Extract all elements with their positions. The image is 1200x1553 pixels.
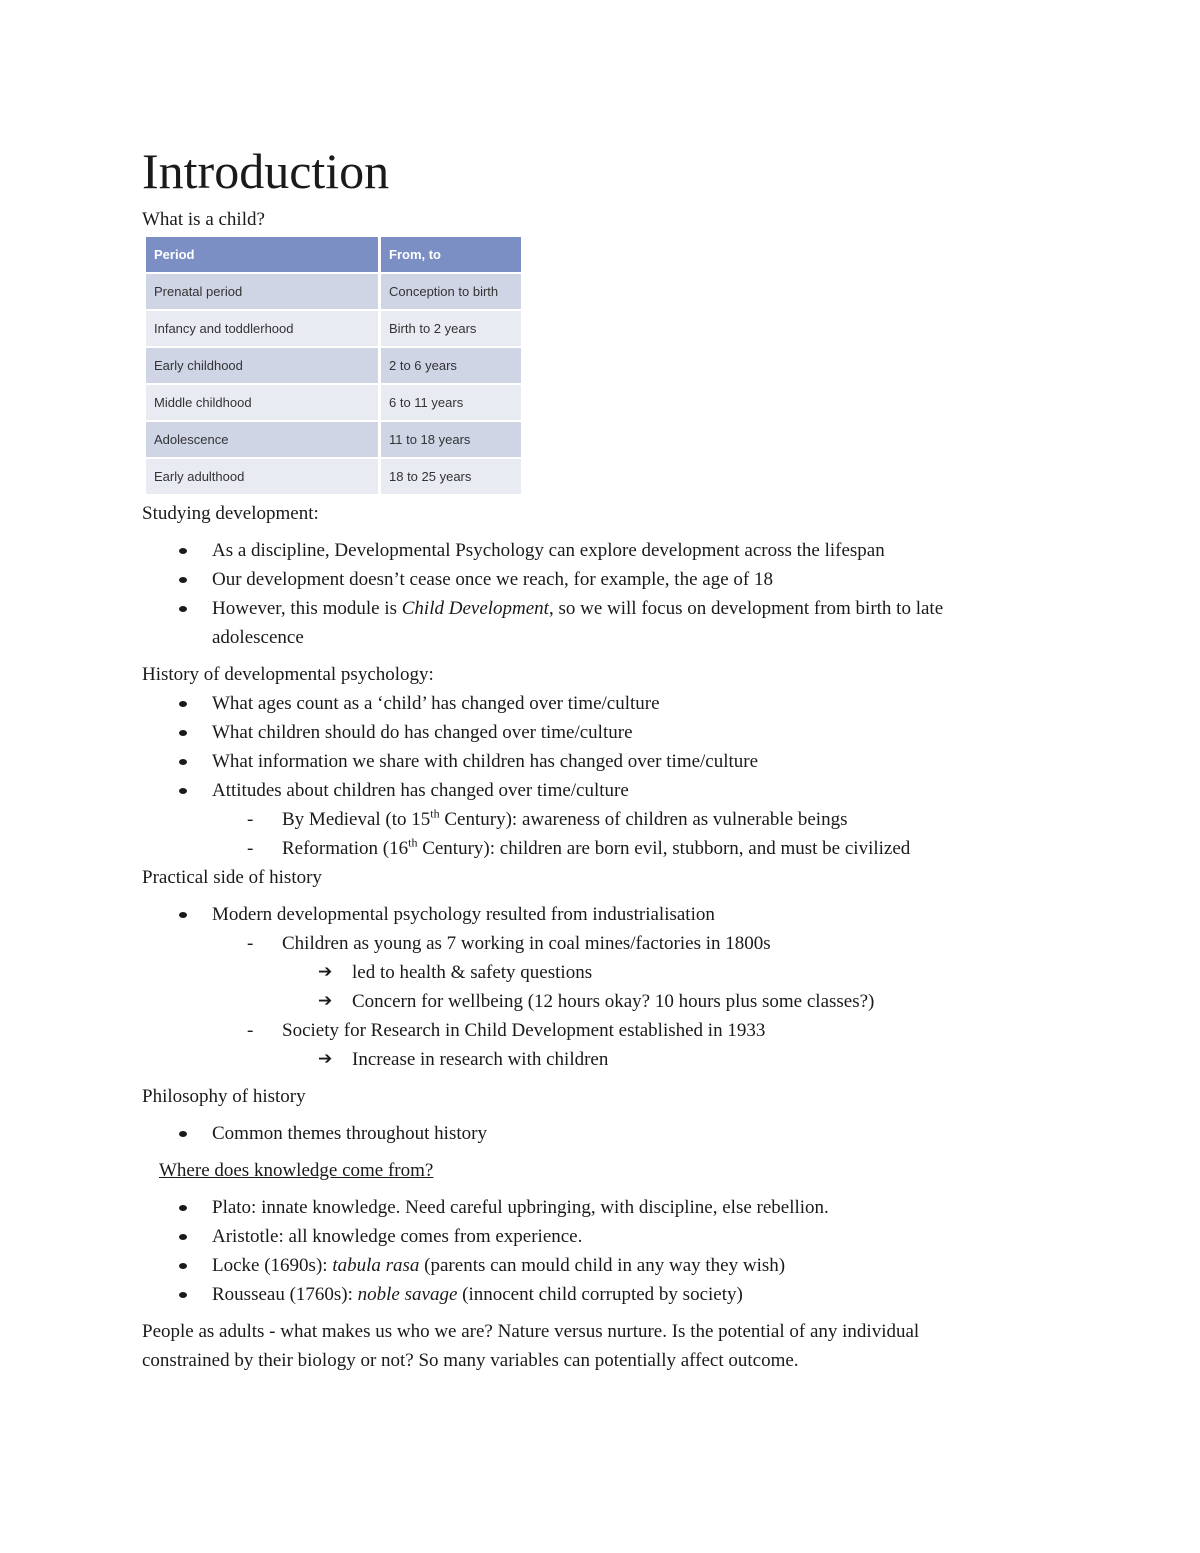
history-list — [142, 689, 1062, 863]
arrow-icon: ➔ — [318, 991, 333, 1011]
list-item — [142, 929, 1062, 958]
table-header-row — [146, 237, 521, 273]
table-row — [146, 310, 521, 347]
table-row — [146, 273, 521, 310]
list-item: As a discipline, Developmental Psychology can explore development across the lifespan — [142, 536, 1062, 565]
list-item — [142, 594, 1062, 652]
list-item: Our development doesn’t cease once we reach, for example, the age of 18 — [142, 565, 1062, 594]
list-item: What information we share with children has changed over time/culture — [142, 747, 1062, 776]
text-segment: led to health & safety questions — [352, 962, 593, 983]
list-item — [142, 1251, 1062, 1280]
cell-period: Middle childhood — [146, 384, 380, 421]
table-row — [146, 347, 521, 384]
dash-marker: - — [247, 933, 254, 954]
dash-marker: - — [247, 838, 254, 859]
cell-period: Adolescence — [146, 421, 380, 458]
superscript: th — [430, 806, 440, 821]
knowledge-subheading: Where does knowledge come from? — [159, 1160, 434, 1181]
text-segment: (innocent child corrupted by society) — [457, 1284, 743, 1305]
text-segment: Society for Research in Child Development established in 1933 — [282, 1020, 766, 1041]
header-period: Period — [146, 237, 380, 273]
philosophy-heading: Philosophy of history — [142, 1086, 306, 1107]
arrow-icon: ➔ — [318, 962, 333, 982]
text-segment: Rousseau (1760s): — [212, 1284, 358, 1305]
page-title: Introduction — [142, 143, 390, 199]
history-heading: History of developmental psychology: — [142, 664, 434, 685]
cell-period: Early adulthood — [146, 458, 380, 495]
text-segment: constrained by their biology or not? So many variables can potentially affect outcome. — [142, 1350, 799, 1371]
emphasis-text: tabula rasa — [332, 1255, 420, 1276]
list-item — [142, 1045, 1062, 1074]
studying-heading: Studying development: — [142, 503, 319, 524]
text-segment: Century): children are born evil, stubborn, and must be civilized — [417, 838, 911, 859]
text-segment: Century): awareness of children as vulnerable beings — [439, 809, 848, 830]
text-segment: People as adults - what makes us who we are? Nature versus nurture. Is the potential of any individual — [142, 1321, 920, 1342]
question-what-is-child: What is a child? — [142, 209, 265, 230]
list-item: What children should do has changed over time/culture — [142, 718, 1062, 747]
list-item: Attitudes about children has changed over time/culture — [142, 776, 1062, 805]
list-item — [142, 1280, 1062, 1309]
list-item — [142, 1016, 1062, 1045]
philosophy-list — [142, 1119, 1062, 1148]
studying-list — [142, 536, 1062, 652]
cell-range: Birth to 2 years — [380, 310, 522, 347]
text-segment: By Medieval (to 15 — [282, 809, 431, 830]
closing-paragraph — [142, 1317, 1062, 1375]
list-item: Plato: innate knowledge. Need careful upbringing, with discipline, else rebellion. — [142, 1193, 1062, 1222]
dash-marker: - — [247, 809, 254, 830]
list-item — [142, 958, 1062, 987]
cell-range: 6 to 11 years — [380, 384, 522, 421]
text-segment: Reformation (16 — [282, 838, 409, 859]
emphasis-text: Child Development — [401, 598, 549, 619]
list-item — [142, 834, 1062, 863]
text-segment: Locke (1690s): — [212, 1255, 333, 1276]
table-row — [146, 458, 521, 495]
text-segment: Children as young as 7 working in coal mines/factories in 1800s — [282, 933, 771, 954]
practical-list — [142, 900, 1062, 1074]
cell-range: 18 to 25 years — [380, 458, 522, 495]
table-row — [146, 384, 521, 421]
knowledge-list — [142, 1193, 1062, 1309]
superscript: th — [408, 835, 418, 850]
text-segment: adolescence — [212, 627, 304, 648]
arrow-icon: ➔ — [318, 1049, 333, 1069]
table-row — [146, 421, 521, 458]
text-segment: (parents can mould child in any way they wish) — [419, 1255, 786, 1276]
list-item — [142, 805, 1062, 834]
list-item: Common themes throughout history — [142, 1119, 1062, 1148]
practical-heading: Practical side of history — [142, 867, 322, 888]
dash-marker: - — [247, 1020, 254, 1041]
cell-period: Infancy and toddlerhood — [146, 310, 380, 347]
document-page — [142, 140, 1062, 1375]
cell-period: Prenatal period — [146, 273, 380, 310]
text-segment: , so we will focus on development from birth to late — [548, 598, 944, 619]
text-segment: Increase in research with children — [352, 1049, 609, 1070]
list-item: Modern developmental psychology resulted from industrialisation — [142, 900, 1062, 929]
emphasis-text: noble savage — [357, 1284, 458, 1305]
list-item — [142, 987, 1062, 1016]
list-item: Aristotle: all knowledge comes from experience. — [142, 1222, 1062, 1251]
text-segment: Concern for wellbeing (12 hours okay? 10 hours plus some classes?) — [352, 991, 875, 1012]
cell-range: Conception to birth — [380, 273, 522, 310]
development-periods-table — [146, 237, 521, 496]
cell-range: 2 to 6 years — [380, 347, 522, 384]
header-from-to: From, to — [380, 237, 522, 273]
list-item: What ages count as a ‘child’ has changed over time/culture — [142, 689, 1062, 718]
cell-range: 11 to 18 years — [380, 421, 522, 458]
text-segment: However, this module is — [212, 598, 402, 619]
cell-period: Early childhood — [146, 347, 380, 384]
